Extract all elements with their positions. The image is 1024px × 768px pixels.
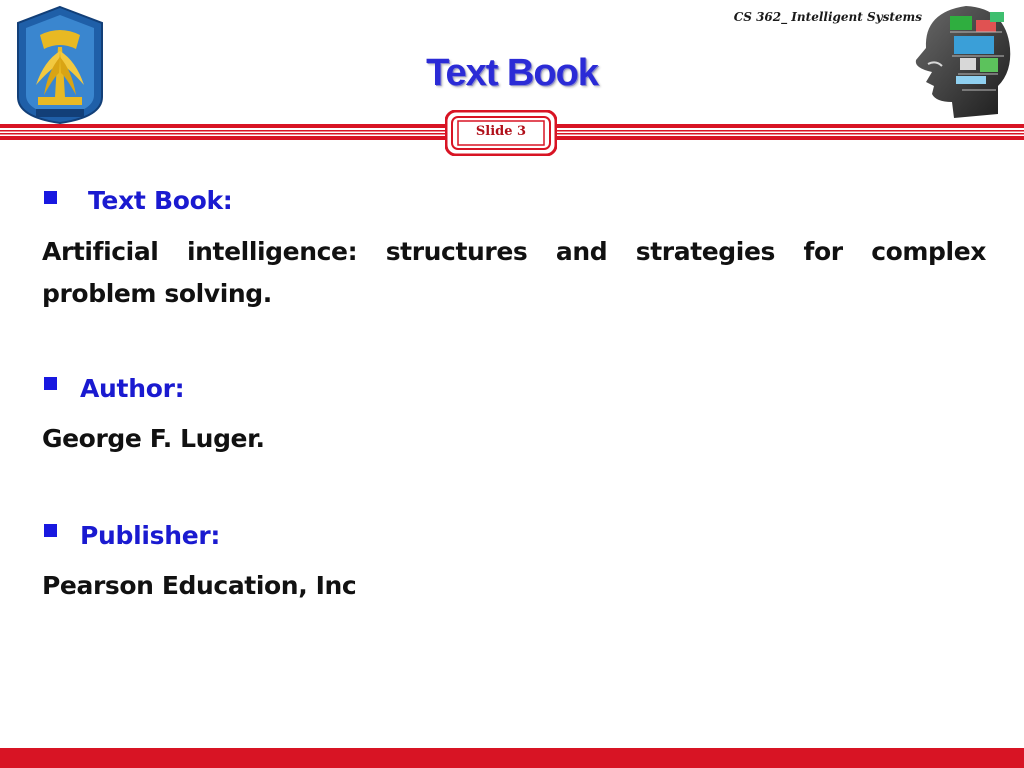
publisher-name: Pearson Education, Inc bbox=[42, 571, 357, 600]
textbook-title bbox=[42, 231, 986, 315]
author-name: George F. Luger. bbox=[42, 424, 265, 453]
textbook-title-line2: problem solving. bbox=[42, 279, 272, 308]
page-title: Text Book bbox=[426, 52, 598, 94]
slide-number-label: Slide 3 bbox=[475, 124, 527, 139]
square-bullet-icon bbox=[44, 524, 57, 537]
section-heading-publisher: Publisher: bbox=[80, 521, 221, 550]
footer-bar bbox=[0, 748, 1024, 768]
section-heading-author: Author: bbox=[80, 374, 185, 403]
square-bullet-icon bbox=[44, 191, 57, 204]
textbook-title-line1: Artificial intelligence: structures and strategies for complex bbox=[42, 237, 986, 266]
section-heading-textbook: Text Book: bbox=[88, 186, 233, 215]
course-name: CS 362_ Intelligent Systems bbox=[733, 10, 922, 24]
square-bullet-icon bbox=[44, 377, 57, 390]
